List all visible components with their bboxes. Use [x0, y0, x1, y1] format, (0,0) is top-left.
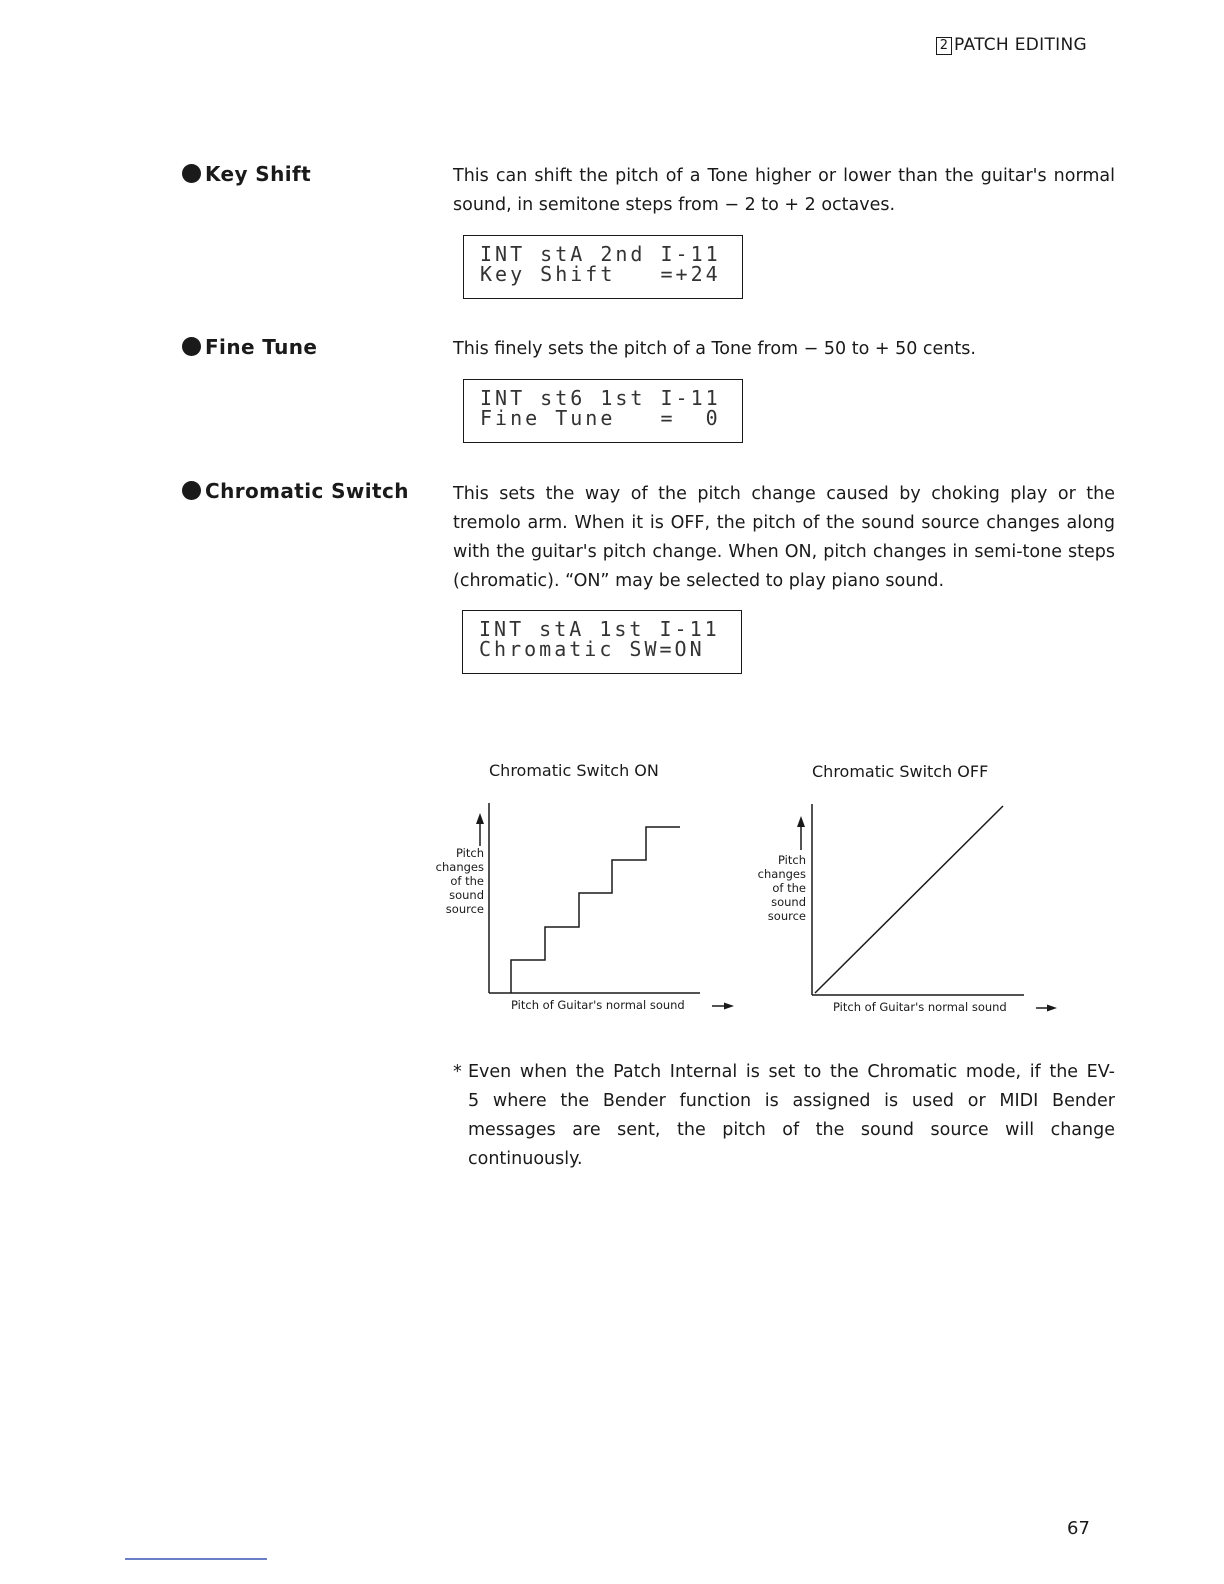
note-asterisk: * [453, 1062, 462, 1082]
ylabel-line: changes [757, 867, 806, 881]
chromatic-off-title: Chromatic Switch OFF [812, 762, 989, 781]
chromatic-switch-heading-label: Chromatic Switch [205, 479, 409, 503]
chromatic-switch-description: This sets the way of the pitch change caused by choking play or the tremolo arm. When it is OFF, the pitch of the sound source changes along with the guitar's pitch change. When ON, pitch changes in semi-tone steps (chromatic). “ON” may be selected to play piano sound. [453, 484, 1115, 591]
ylabel-line: Pitch [778, 853, 806, 867]
note-line-1-text: Even when the Patch Internal is set to the Chromatic mode, if the EV- [468, 1062, 1115, 1082]
lcd-line-1: INT stA 1st I-11 [479, 617, 720, 641]
key-shift-heading-label: Key Shift [205, 162, 312, 186]
ylabel-line: changes [435, 860, 484, 874]
key-shift-description: This can shift the pitch of a Tone higher or lower than the guitar's normal sound, in semitone steps from − 2 to + 2 octaves. [453, 166, 1115, 215]
ylabel-line: sound [771, 895, 806, 909]
lcd-line-2: Chromatic SW=ON [479, 637, 705, 661]
page-number: 67 [1067, 1518, 1090, 1539]
linear-line [815, 806, 1003, 993]
chromatic-on-xlabel: Pitch of Guitar's normal sound [511, 998, 685, 1012]
section-title: PATCH EDITING [954, 35, 1087, 55]
fine-tune-description: This finely sets the pitch of a Tone from − 50 to + 50 cents. [453, 339, 976, 359]
ylabel-line: source [767, 909, 806, 923]
note-line-4: continuously. [468, 1149, 583, 1169]
note-line-2: 5 where the Bender function is assigned is used or MIDI Bender [468, 1091, 1115, 1111]
section-number-box: 2 [936, 37, 952, 55]
fine-tune-heading-label: Fine Tune [205, 335, 318, 359]
note-line-1 [453, 1058, 1115, 1087]
ylabel-line: Pitch [456, 846, 484, 860]
note-block [453, 1058, 1115, 1174]
lcd-line-2: Key Shift =+24 [480, 262, 721, 286]
ylabel-line: of the [772, 881, 806, 895]
up-arrow-icon [797, 816, 805, 827]
lcd-line-2: Fine Tune = 0 [480, 406, 721, 430]
right-arrow-icon [1047, 1005, 1057, 1012]
ylabel-line: of the [450, 874, 484, 888]
lcd-line-1: INT st6 1st I-11 [480, 386, 721, 410]
ylabel-line: sound [449, 888, 484, 902]
chromatic-on-title: Chromatic Switch ON [489, 761, 659, 780]
note-line-3: messages are sent, the pitch of the sound source will change [468, 1120, 1115, 1140]
chromatic-off-xlabel: Pitch of Guitar's normal sound [833, 1000, 1007, 1014]
ylabel-line: source [445, 902, 484, 916]
footer-rule [125, 1558, 267, 1560]
lcd-line-1: INT stA 2nd I-11 [480, 242, 721, 266]
